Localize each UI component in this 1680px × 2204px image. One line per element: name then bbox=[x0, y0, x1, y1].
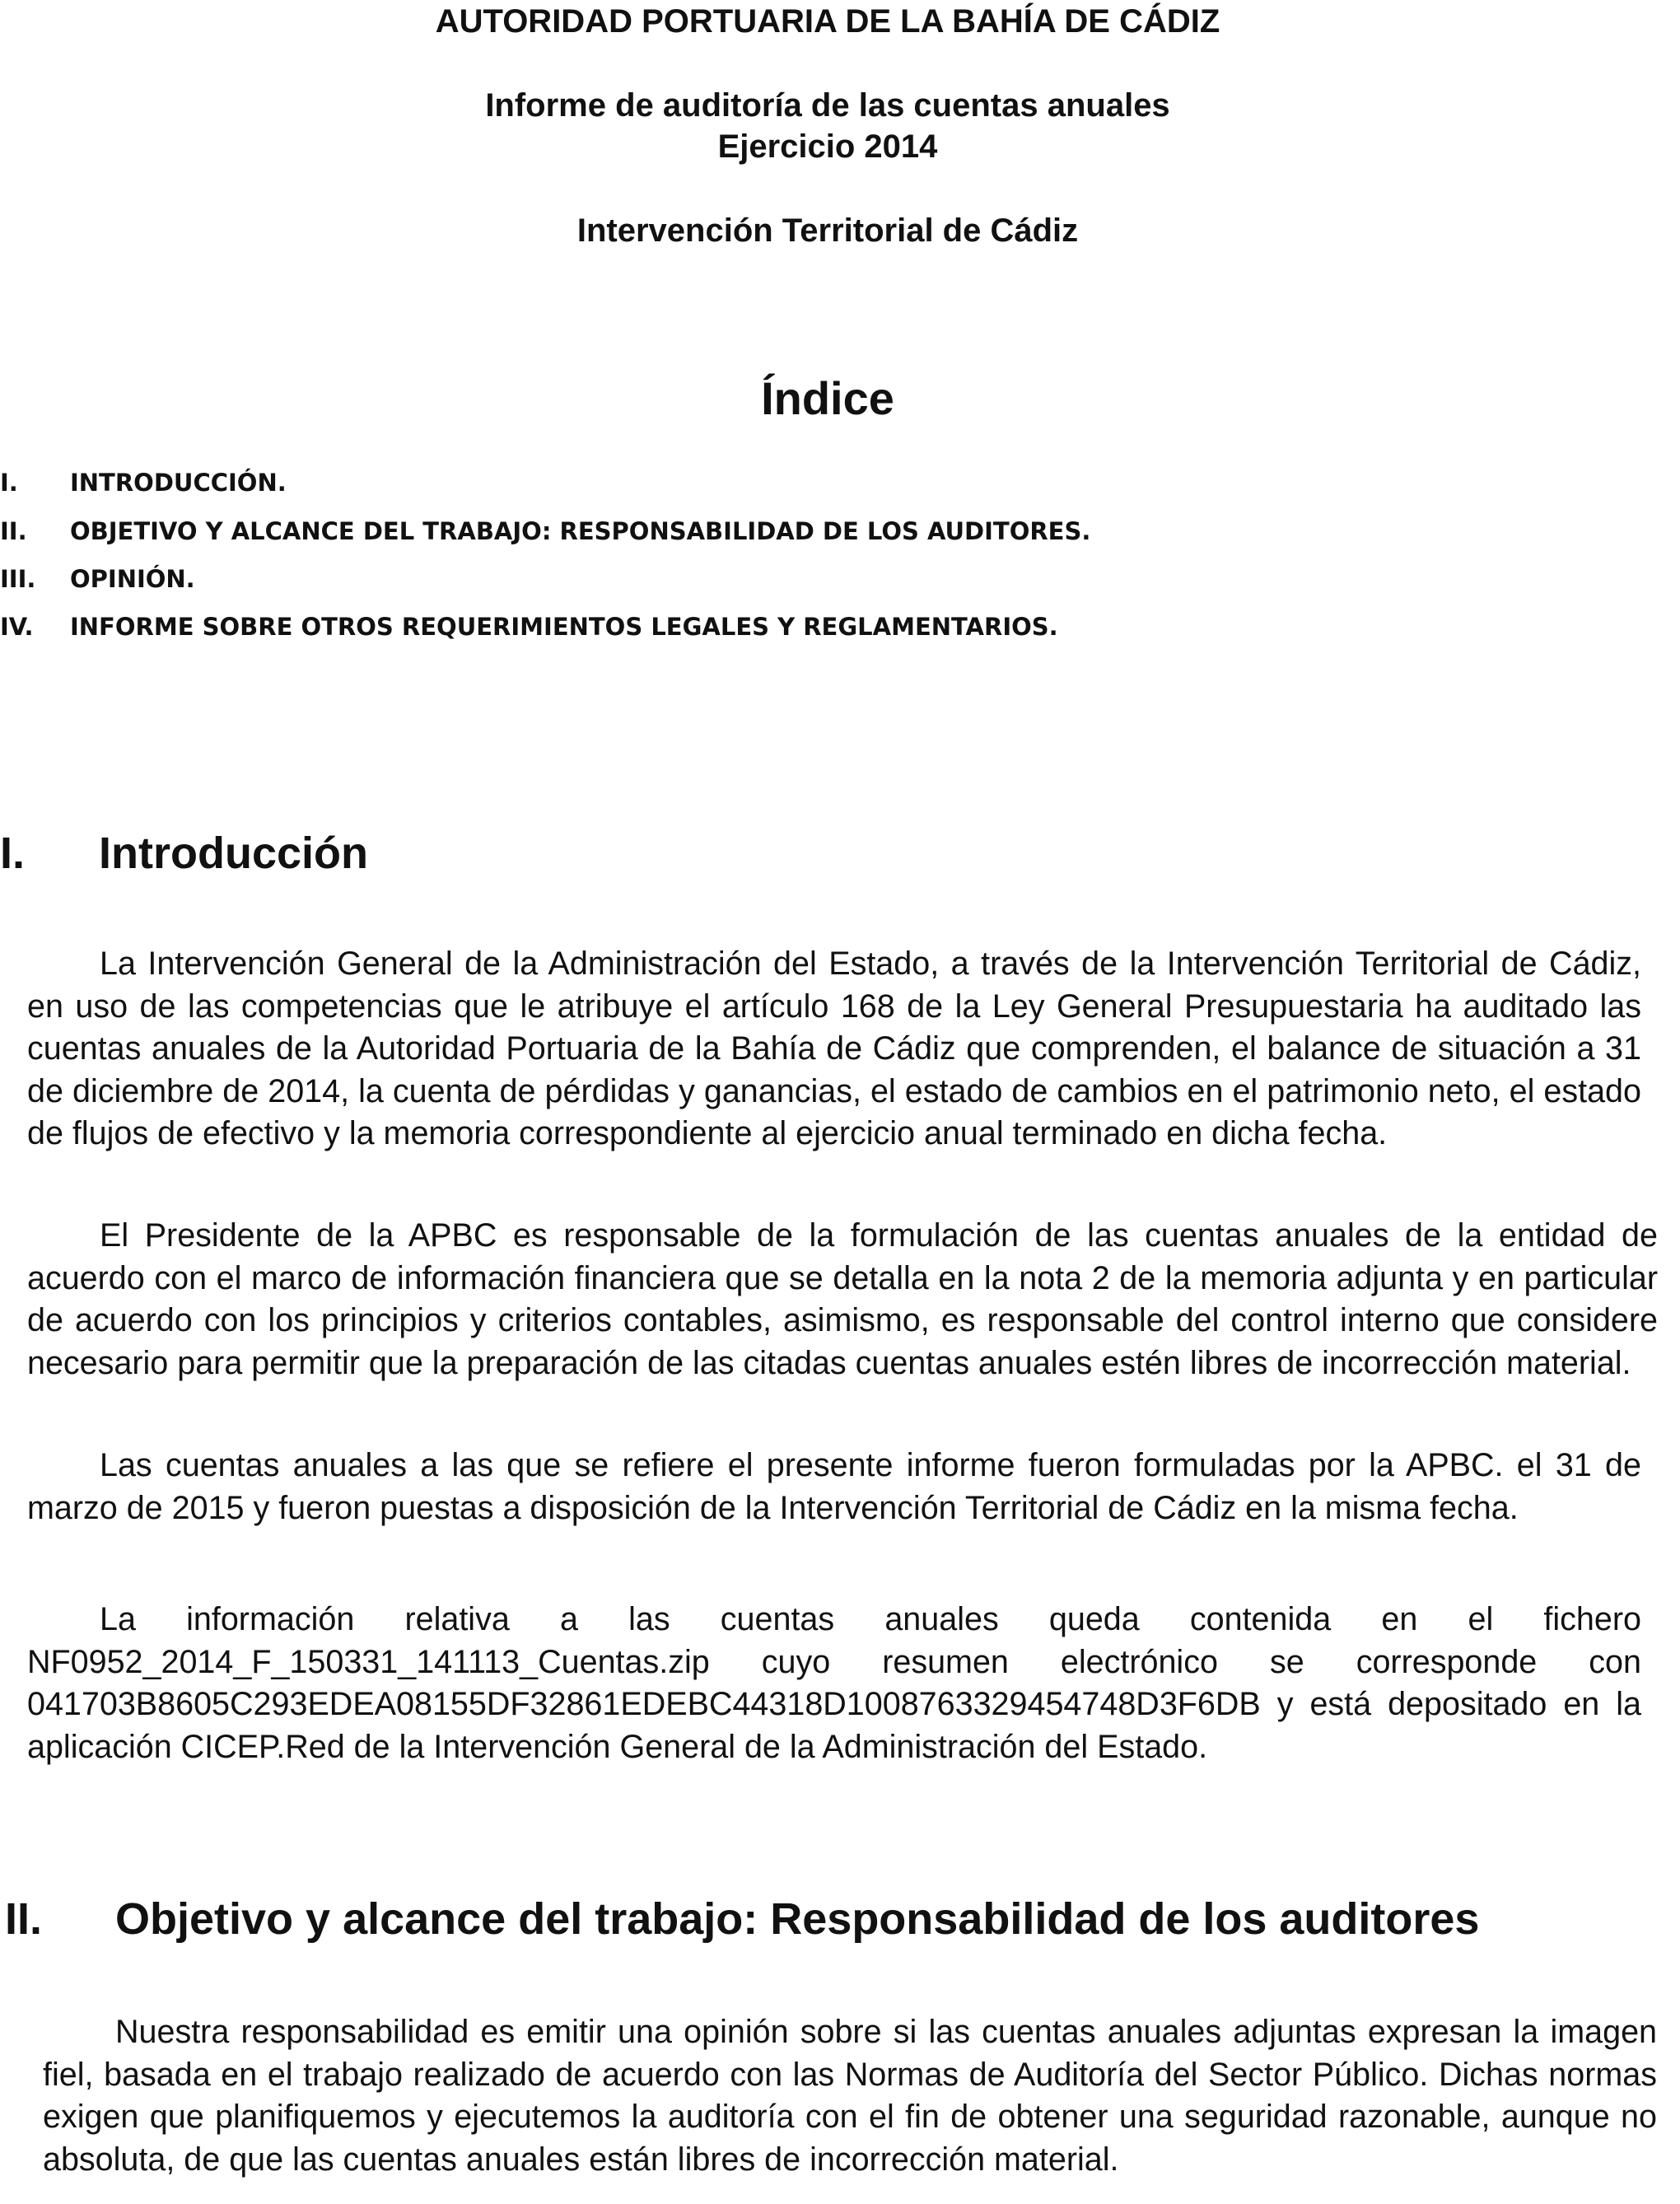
toc-item-number: III. bbox=[0, 565, 36, 593]
toc-item-number: II. bbox=[0, 517, 27, 545]
paragraph: La información relativa a las cuentas anuales queda contenida en el fichero NF0952_2014_F_150331_141113_Cuentas.zip cuyo resumen electrónico se corresponde con 041703B8605C293EDEA08155DF32861EDEBC44318D1008763329454748D3F6DB y está depositado en la aplicación CICEP.Red de la Intervención General de la Administración del Estado. bbox=[27, 1601, 1641, 1765]
organization-title: AUTORIDAD PORTUARIA DE LA BAHÍA DE CÁDIZ bbox=[435, 3, 1220, 40]
issuer: Intervención Territorial de Cádiz bbox=[576, 212, 1079, 249]
paragraph: La Intervención General de la Administración del Estado, a través de la Intervención Territorial de Cádiz, en uso de las competencias que le atribuye el artículo 168 de la Ley General Presupuestaria ha auditado las cuentas anuales de la Autoridad Portuaria de la Bahía de Cádiz que comprenden, el balance de situación a 31 de diciembre de 2014, la cuenta de pérdidas y ganancias, el estado de cambios en el patrimonio neto, el estado de flujos de efectivo y la memoria correspondiente al ejercicio anual terminado en dicha fecha. bbox=[27, 946, 1641, 1152]
toc-item-label: INFORME SOBRE OTROS REQUERIMIENTOS LEGALES Y REGLAMENTARIOS. bbox=[70, 613, 1058, 641]
section-heading-introduccion bbox=[0, 827, 741, 880]
toc-item-number: IV. bbox=[0, 613, 34, 641]
toc-item-label: OBJETIVO Y ALCANCE DEL TRABAJO: RESPONSABILIDAD DE LOS AUDITORES. bbox=[70, 517, 1091, 545]
toc-item-label: INTRODUCCIÓN. bbox=[70, 469, 287, 497]
index-title: Índice bbox=[761, 372, 894, 424]
toc-item-label: OPINIÓN. bbox=[70, 565, 195, 593]
section-title: Objetivo y alcance del trabajo: Responsabilidad de los auditores bbox=[115, 1894, 1480, 1944]
section-number: I. bbox=[0, 829, 26, 878]
toc-item-number: I. bbox=[0, 469, 18, 497]
section-heading-objetivo bbox=[5, 1893, 1652, 1945]
paragraph: El Presidente de la APBC es responsable de la formulación de las cuentas anuales de la entidad de acuerdo con el marco de información financiera que se detalla en la nota 2 de la memoria adjunta y en particular de acuerdo con los principios y criterios contables, asimismo, es responsable del control interno que considere necesario para permitir que la preparación de las citadas cuentas anuales estén libres de incorrección material. bbox=[27, 1217, 1658, 1381]
paragraph: Nuestra responsabilidad es emitir una opinión sobre si las cuentas anuales adjuntas expresan la imagen fiel, basada en el trabajo realizado de acuerdo con las Normas de Auditoría del Sector Público. Dichas normas exigen que planifiquemos y ejecutemos la auditoría con el fin de obtener una seguridad razonable, aunque no absoluta, de que las cuentas anuales están libres de incorrección material. bbox=[43, 2014, 1657, 2178]
report-title: Informe de auditoría de las cuentas anuales bbox=[485, 87, 1170, 124]
fiscal-year: Ejercicio 2014 bbox=[717, 128, 938, 165]
paragraph: Las cuentas anuales a las que se refiere el presente informe fueron formuladas por la APBC. el 31 de marzo de 2015 y fueron puestas a disposición de la Intervención Territorial de Cádiz en la misma fecha. bbox=[27, 1447, 1641, 1526]
section-title: Introducción bbox=[99, 829, 368, 878]
section-number: II. bbox=[5, 1894, 43, 1944]
